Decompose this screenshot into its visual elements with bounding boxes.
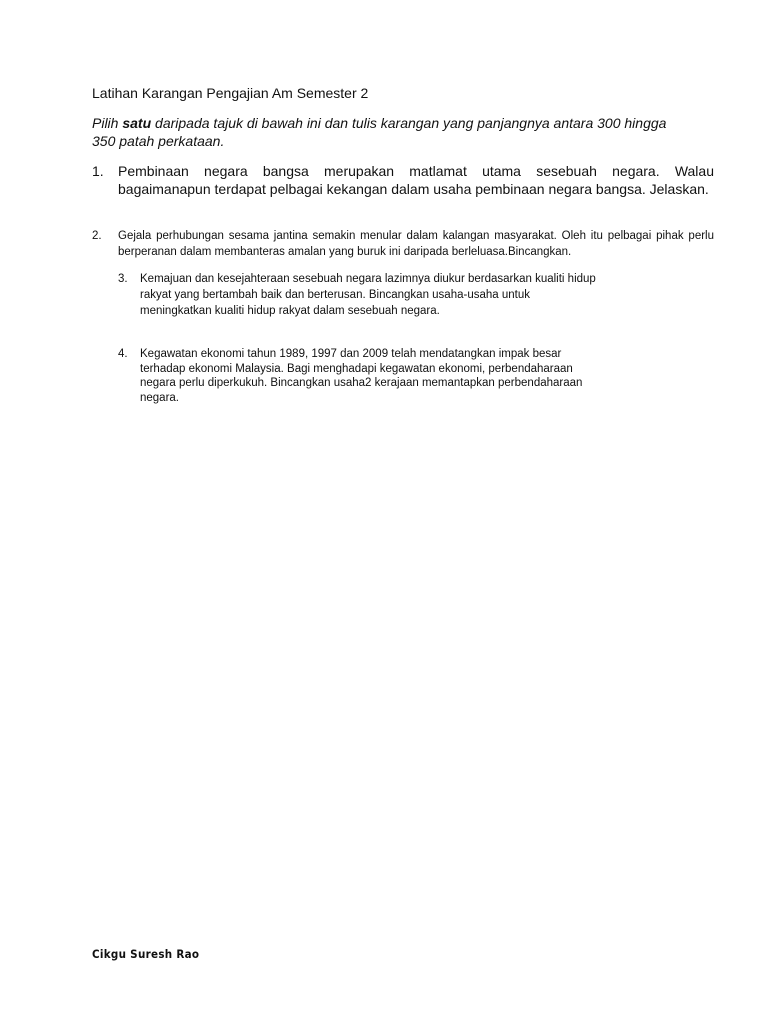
question-number: 4. [118, 348, 128, 360]
question-number: 1. [92, 163, 104, 179]
question-number: 2. [92, 230, 102, 242]
question-line: Kegawatan ekonomi tahun 1989, 1997 dan 2009 telah mendatangkan impak besar [140, 348, 562, 360]
question-4 [118, 347, 678, 405]
question-3 [118, 271, 678, 319]
question-text [140, 347, 678, 405]
question-line: negara perlu diperkukuh. Bincangkan usaha2 kerajaan memantapkan perbendaharaan [140, 377, 583, 389]
question-line: Kemajuan dan kesejahteraan sesebuah negara lazimnya diukur berdasarkan kualiti hidup [140, 273, 596, 285]
question-line: meningkatkan kualiti hidup rakyat dalam sesebuah negara. [140, 305, 440, 317]
document-title: Latihan Karangan Pengajian Am Semester 2 [92, 85, 369, 101]
question-line: rakyat yang bertambah baik dan berterusan. Bincangkan usaha-usaha untuk [140, 289, 530, 301]
question-text: Pembinaan negara bangsa merupakan matlamat utama sesebuah negara. Walau bagaimanapun terdapat pelbagai kekangan dalam usaha pembinaan negara bangsa. Jelaskan. [118, 163, 714, 197]
question-line: terhadap ekonomi Malaysia. Bagi menghadapi kegawatan ekonomi, perbendaharaan [140, 362, 573, 375]
instructions-rest: daripada tajuk di bawah ini dan tulis karangan yang panjangnya antara 300 hingga 350 patah perkataan. [92, 115, 667, 149]
question-1 [92, 162, 714, 198]
instructions-lead: Pilih [92, 115, 123, 131]
question-line: negara. [140, 391, 180, 404]
question-text [140, 271, 678, 319]
instructions-emphasis: satu [122, 115, 152, 131]
question-number: 3. [118, 273, 128, 285]
question-2 [92, 228, 714, 260]
instructions [92, 114, 692, 150]
question-text: Gejala perhubungan sesama jantina semakin menular dalam kalangan masyarakat. Oleh itu pelbagai pihak perlu berperanan dalam membanteras amalan yang buruk ini daripada berleluasa.Bincangkan. [118, 230, 714, 258]
footer-author: Cikgu Suresh Rao [92, 947, 200, 961]
